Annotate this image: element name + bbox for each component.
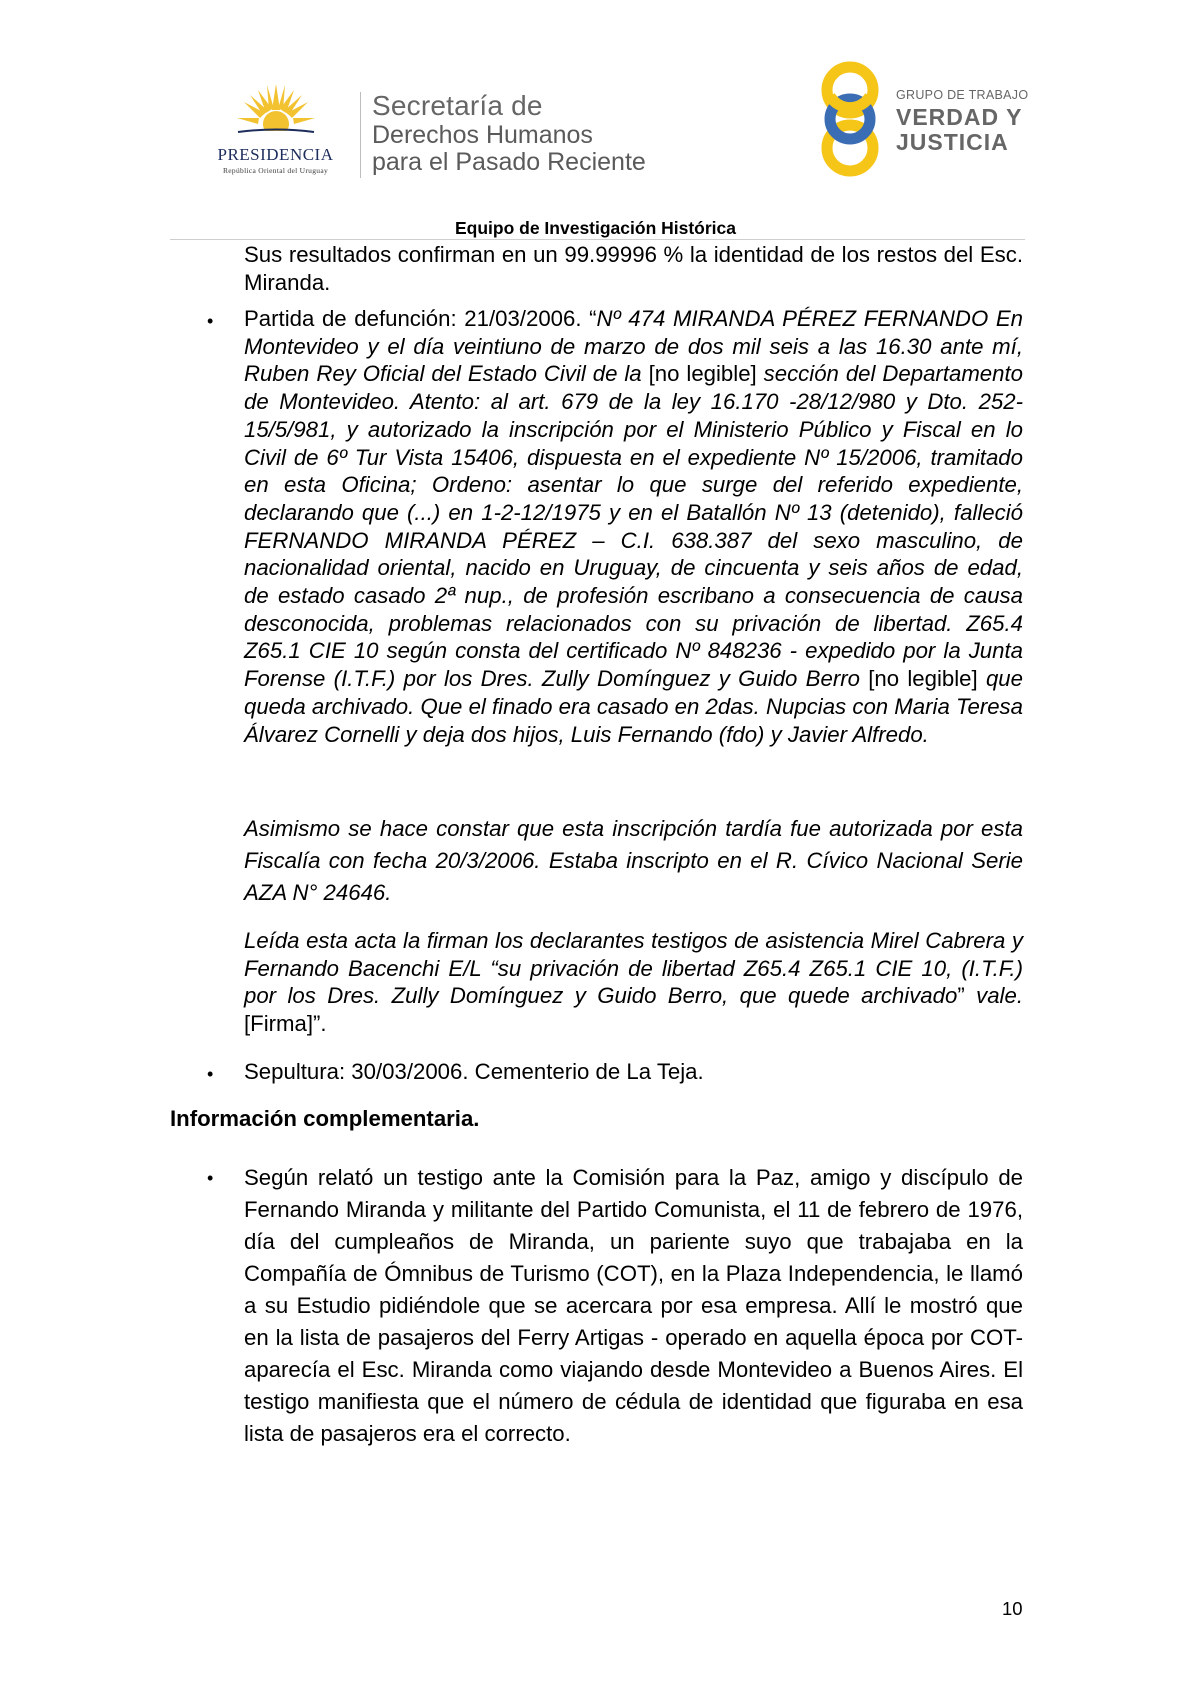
leida-end: [Firma]”. bbox=[244, 1011, 327, 1037]
sun-icon bbox=[236, 82, 316, 138]
paragraph-resultados: Sus resultados confirman en un 99.99996 % la identidad de los restos del Esc. Miranda. bbox=[244, 242, 1023, 295]
header-title: Equipo de Investigación Histórica bbox=[454, 218, 737, 238]
partida-italic-1: Nº 474 MIRANDA PÉREZ FERNANDO En Montevideo y el día veintiuno de marzo de dos mil seis a las 16.30 ante mí, Ruben Rey Oficial del Estado Civil de la bbox=[244, 306, 1023, 387]
paragraph-asimismo: Asimismo se hace constar que esta inscripción tardía fue autorizada por esta Fiscalía con fecha 20/3/2006. Estaba inscripto en el R. Cívico Nacional Serie AZA N° 24646. bbox=[244, 816, 1023, 905]
grupo-justicia-text: JUSTICIA bbox=[896, 129, 1009, 155]
paragraph-sepultura: Sepultura: 30/03/2006. Cementerio de La Teja. bbox=[244, 1059, 704, 1084]
leida-italic-2: vale. bbox=[976, 983, 1023, 1009]
leida-mid: ” bbox=[957, 983, 977, 1009]
page-number: 10 bbox=[1002, 1598, 1023, 1619]
presidencia-logo bbox=[198, 82, 353, 177]
header-rule bbox=[170, 239, 1025, 240]
partida-italic-3: que queda archivado. Que el finado era casado en 2das. Nupcias con Maria Teresa Álvarez Cornelli y deja dos hijos, Luis Fernando (fdo) y Javier Alfredo. bbox=[244, 666, 1023, 747]
bullet-testigo: • bbox=[207, 1168, 214, 1188]
partida-italic-2: sección del Departamento de Montevideo. Atento: al art. 679 de la ley 16.170 -28/12/980 y Dto. 252-15/5/981, y autorizado la inscripción por el Ministerio Público y Fiscal en lo Civil de 6º Tur Vista 15406, dispuesta en el expediente Nº 15/2006, tramitado en esta Oficina; Ordeno: asentar lo que surge del referido expediente, declarando que (...) en 1-2-12/1975 y en el Batallón Nº 13 (detenido), falleció FERNANDO MIRANDA PÉREZ – C.I. 638.387 del sexo masculino, de nacionalidad oriental, nacido en Uruguay, de cincuenta y seis años de edad, de estado casado 2ª nup., de profesión escribano a consecuencia de causa desconocida, problemas relacionados con su privación de libertad. Z65.4 Z65.1 CIE 10 según consta del certificado Nº 848236 - expedido por la Junta Forense (I.T.F.) por los Dres. Zully Domínguez y Guido Berro bbox=[244, 361, 1023, 692]
interlocking-rings-icon bbox=[820, 56, 890, 181]
partida-lead: Partida de defunción: 21/03/2006. “ bbox=[244, 306, 597, 331]
leida-italic-1: Leída esta acta la firman los declarantes testigos de asistencia Mirel Cabrera y Fernando Bacenchi E/L “su privación de libertad Z65.4 Z65.1 CIE 10, (I.T.F.) por los Dres. Zully Domínguez y Guido Berro, que quede archivado bbox=[244, 928, 1023, 1009]
partida-note-1: [no legible] bbox=[641, 361, 764, 387]
secretaria-line-3: para el Pasado Reciente bbox=[372, 148, 646, 176]
logo-divider bbox=[360, 92, 361, 178]
section-heading: Información complementaria. bbox=[170, 1106, 480, 1131]
grupo-small-text: GRUPO DE TRABAJO bbox=[896, 88, 1029, 102]
presidencia-wordmark: PRESIDENCIA bbox=[217, 145, 334, 164]
paragraph-testigo: Según relató un testigo ante la Comisión para la Paz, amigo y discípulo de Fernando Miranda y militante del Partido Comunista, el 11 de febrero de 1976, día del cumpleaños de Miranda, un pariente suyo que trabajaba en la Compañía de Ómnibus de Turismo (COT), en la Plaza Independencia, le llamó a su Estudio pidiéndole que se acercara por esa empresa. Allí le mostró que en la lista de pasajeros del Ferry Artigas - operado en aquella época por COT- aparecía el Esc. Miranda como viajando desde Montevideo a Buenos Aires. El testigo manifiesta que el número de cédula de identidad que figuraba en esa lista de pasajeros era el correcto. bbox=[244, 1165, 1023, 1446]
secretaria-line-1: Secretaría de bbox=[372, 90, 543, 121]
secretaria-line-2: Derechos Humanos bbox=[372, 121, 593, 149]
bullet-partida: • bbox=[207, 311, 214, 331]
bullet-sepultura: • bbox=[207, 1064, 214, 1084]
secretaria-wordmark bbox=[372, 90, 646, 176]
presidencia-subtitle: República Oriental del Uruguay bbox=[222, 166, 328, 175]
paragraph-partida-defuncion bbox=[244, 305, 1023, 748]
grupo-verdad-text: VERDAD Y bbox=[896, 104, 1023, 130]
partida-note-2: [no legible] bbox=[859, 666, 986, 692]
grupo-verdad-justicia-logo bbox=[820, 56, 1080, 181]
paragraph-leida bbox=[244, 927, 1023, 1038]
